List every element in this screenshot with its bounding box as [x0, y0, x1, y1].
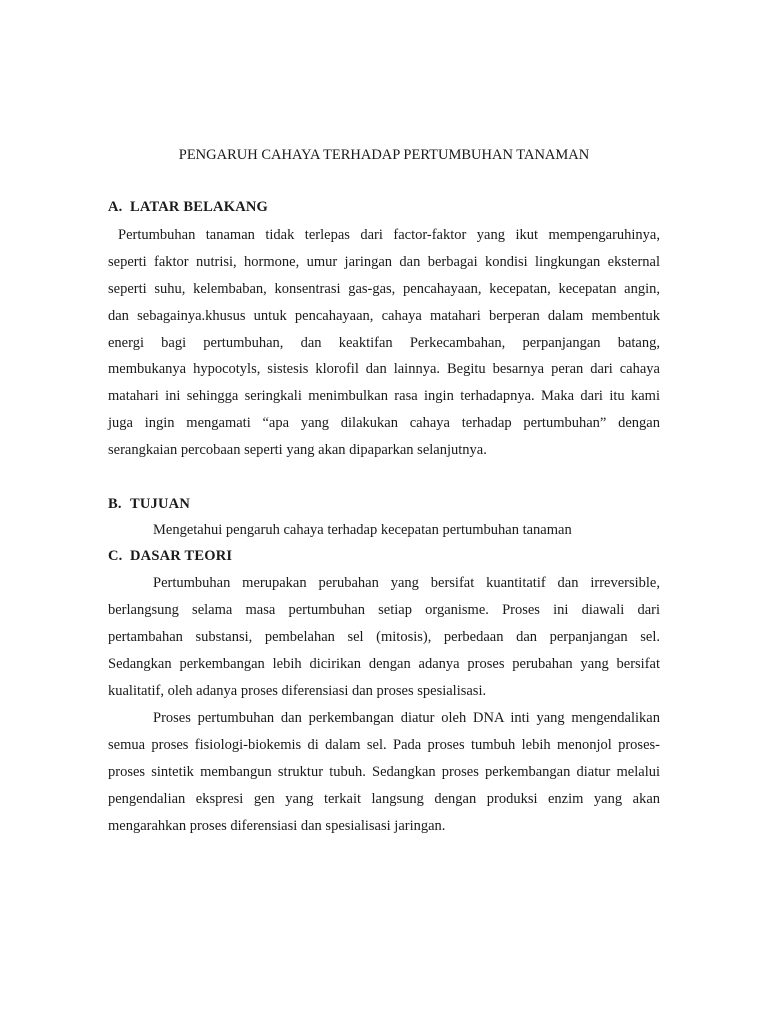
text-line: membukanya hypocotyls, sistesis klorofil dan lainnya. Begitu besarnya peran dari cahaya — [108, 361, 660, 378]
text-line: mengarahkan proses diferensiasi dan spesialisasi jaringan. — [108, 817, 446, 834]
text-line: Proses pertumbuhan dan perkembangan diatur oleh DNA inti yang mengendalikan — [153, 710, 660, 726]
section-title: DASAR TEORI — [130, 548, 233, 564]
section-label: A. — [108, 199, 123, 215]
paragraph-latar-belakang — [108, 222, 660, 464]
text-line: juga ingin mengamati “apa yang dilakukan cahaya terhadap pertumbuhan” dengan — [108, 415, 660, 432]
paragraph-dasar-teori-1 — [108, 570, 660, 704]
text-line: semua proses fisiologi-biokemis di dalam sel. Pada proses tumbuh lebih menonjol proses- — [108, 736, 660, 753]
section-label: C. — [108, 548, 123, 564]
text-line: pengendalian ekspresi gen yang terkait langsung dengan produksi enzim yang akan — [108, 790, 660, 807]
section-heading-dasar-teori — [108, 548, 232, 565]
text-line: Sedangkan perkembangan lebih dicirikan dengan adanya proses perubahan yang bersifat — [108, 655, 660, 672]
text-line: Mengetahui pengaruh cahaya terhadap kecepatan pertumbuhan tanaman — [153, 522, 572, 538]
text-line: matahari ini sehingga seringkali menimbulkan rasa ingin terhadapnya. Maka dari itu kami — [108, 388, 660, 405]
text-line: Pertumbuhan merupakan perubahan yang bersifat kuantitatif dan irreversible, — [153, 575, 660, 591]
text-line: seperti faktor nutrisi, hormone, umur jaringan dan berbagai kondisi lingkungan eksternal — [108, 253, 660, 270]
text-line: serangkaian percobaan seperti yang akan dipaparkan selanjutnya. — [108, 442, 487, 459]
text-line: proses sintetik membangun struktur tubuh. Sedangkan proses perkembangan diatur melalui — [108, 763, 660, 780]
paragraph-tujuan — [108, 517, 660, 544]
section-title: LATAR BELAKANG — [130, 199, 269, 215]
text-line: Pertumbuhan tanaman tidak terlepas dari factor-faktor yang ikut mempengaruhinya, — [118, 227, 660, 243]
section-heading-tujuan — [108, 496, 190, 513]
text-line: berlangsung selama masa pertumbuhan setiap organisme. Proses ini diawali dari — [108, 601, 660, 618]
section-title: TUJUAN — [130, 496, 191, 512]
text-line: kualitatif, oleh adanya proses diferensiasi dan proses spesialisasi. — [108, 682, 487, 699]
document-title: PENGARUH CAHAYA TERHADAP PERTUMBUHAN TANAMAN — [178, 147, 590, 163]
text-line: energi bagi pertumbuhan, dan keaktifan Perkecambahan, perpanjangan batang, — [108, 334, 660, 351]
paragraph-dasar-teori-2 — [108, 705, 660, 839]
text-line: seperti suhu, kelembaban, konsentrasi gas-gas, pencahayaan, kecepatan, kecepatan angin, — [108, 280, 660, 297]
section-label: B. — [108, 496, 122, 512]
text-line: pertambahan substansi, pembelahan sel (mitosis), perbedaan dan perpanjangan sel. — [108, 628, 660, 645]
section-heading-latar-belakang — [108, 199, 268, 216]
text-line: dan sebagainya.khusus untuk pencahayaan, cahaya matahari berperan dalam membentuk — [108, 307, 660, 324]
